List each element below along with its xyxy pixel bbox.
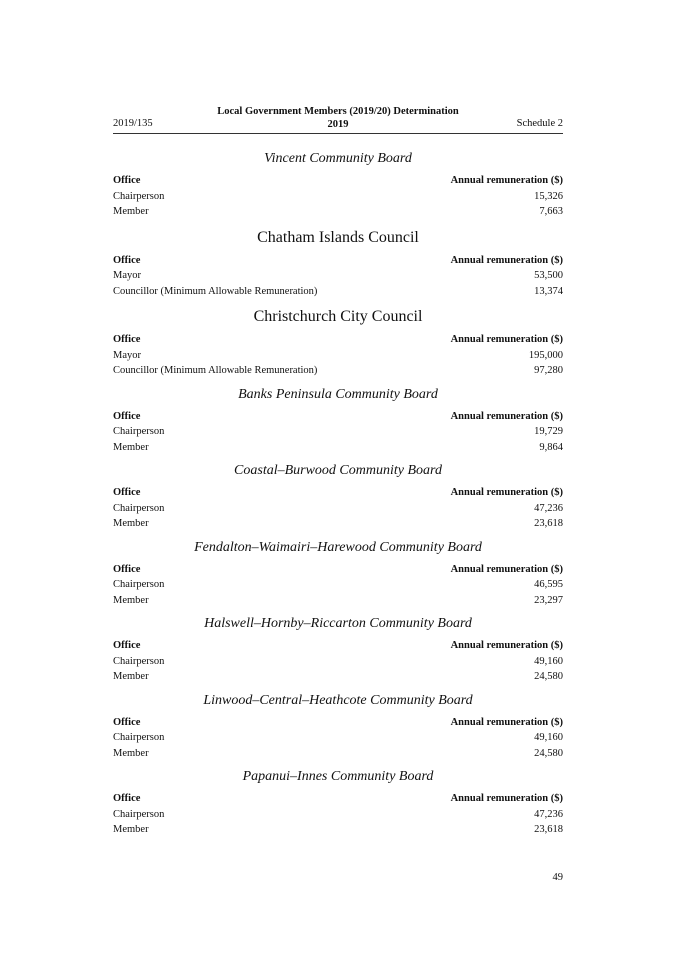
- table-row: [113, 501, 563, 517]
- amount-cell: 47,236: [534, 502, 563, 514]
- column-header-office: Office: [113, 334, 141, 345]
- office-cell: Member: [113, 824, 149, 835]
- running-header: [113, 105, 563, 134]
- schedule-content: [113, 143, 563, 838]
- amount-cell: 47,236: [534, 808, 563, 820]
- table-header: [113, 253, 563, 269]
- amount-cell: 24,580: [534, 747, 563, 759]
- section-title: Fendalton–Waimairi–Harewood Community Board: [194, 539, 482, 555]
- table-header: [113, 485, 563, 501]
- office-cell: Chairperson: [113, 808, 165, 820]
- office-cell: Member: [113, 747, 149, 759]
- office-cell: Chairperson: [113, 732, 165, 743]
- column-header-remuneration: Annual remuneration ($): [450, 334, 563, 345]
- amount-cell: 49,160: [534, 732, 563, 743]
- section-title: Banks Peninsula Community Board: [238, 386, 438, 402]
- office-cell: Councillor (Minimum Allowable Remuneration): [113, 285, 318, 297]
- table-row: [113, 822, 563, 838]
- amount-cell: 97,280: [534, 365, 563, 376]
- header-title: [113, 105, 563, 131]
- header-act-number: 2019/135: [113, 118, 153, 129]
- amount-cell: 49,160: [534, 655, 563, 667]
- office-cell: Chairperson: [113, 502, 165, 514]
- table-row: [113, 730, 563, 746]
- column-header-remuneration: Annual remuneration ($): [450, 175, 563, 186]
- section-title: Vincent Community Board: [264, 151, 412, 166]
- column-header-office: Office: [113, 793, 141, 804]
- column-header-remuneration: Annual remuneration ($): [450, 640, 563, 651]
- table-row: [113, 746, 563, 762]
- section-title: Papanui–Innes Community Board: [242, 769, 434, 784]
- office-cell: Chairperson: [113, 190, 165, 202]
- table-row: [113, 516, 563, 532]
- amount-cell: 53,500: [534, 270, 563, 281]
- section-chatham-islands-council: [113, 220, 563, 300]
- table-header: [113, 715, 563, 731]
- office-cell: Member: [113, 671, 149, 682]
- section-banks-peninsula-community-board: [113, 379, 563, 456]
- column-header-remuneration: Annual remuneration ($): [450, 563, 563, 575]
- column-header-office: Office: [113, 410, 141, 422]
- amount-cell: 195,000: [528, 349, 563, 361]
- section-coastal-burwood-community-board: [113, 455, 563, 532]
- column-header-office: Office: [113, 716, 141, 728]
- column-header-office: Office: [113, 175, 141, 186]
- table-row: [113, 593, 563, 609]
- column-header-office: Office: [113, 487, 141, 498]
- amount-cell: 9,864: [539, 441, 563, 453]
- office-cell: Chairperson: [113, 655, 165, 667]
- column-header-office: Office: [113, 254, 141, 266]
- office-cell: Member: [113, 206, 149, 217]
- amount-cell: 24,580: [534, 671, 563, 682]
- office-cell: Member: [113, 518, 149, 529]
- section-papanui-innes-community-board: [113, 761, 563, 838]
- column-header-remuneration: Annual remuneration ($): [450, 793, 563, 804]
- section-title: Christchurch City Council: [253, 308, 423, 325]
- section-title: Halswell–Hornby–Riccarton Community Board: [204, 616, 472, 631]
- table-header: [113, 173, 563, 189]
- table-row: [113, 204, 563, 220]
- office-cell: Member: [113, 441, 149, 453]
- office-cell: Member: [113, 594, 149, 606]
- amount-cell: 23,297: [534, 594, 563, 606]
- section-title: Linwood–Central–Heathcote Community Board: [203, 692, 473, 708]
- table-row: [113, 577, 563, 593]
- table-row: [113, 189, 563, 205]
- table-header: [113, 332, 563, 348]
- amount-cell: 23,618: [534, 824, 563, 835]
- office-cell: Chairperson: [113, 426, 165, 437]
- amount-cell: 15,326: [534, 190, 563, 202]
- column-header-remuneration: Annual remuneration ($): [450, 254, 563, 266]
- amount-cell: 46,595: [534, 579, 563, 590]
- table-row: [113, 363, 563, 379]
- table-header: [113, 562, 563, 578]
- header-title-line1: Local Government Members (2019/20) Determination: [217, 106, 459, 117]
- office-cell: Mayor: [113, 270, 141, 281]
- column-header-office: Office: [113, 563, 141, 575]
- section-title: Chatham Islands Council: [257, 228, 419, 246]
- table-header: [113, 409, 563, 425]
- table-row: [113, 440, 563, 456]
- table-header: [113, 791, 563, 807]
- amount-cell: 7,663: [539, 206, 563, 217]
- office-cell: Chairperson: [113, 579, 165, 590]
- section-christchurch-city-council: [113, 299, 563, 379]
- table-header: [113, 638, 563, 654]
- table-row: [113, 268, 563, 284]
- amount-cell: 13,374: [534, 285, 563, 297]
- table-row: [113, 348, 563, 364]
- table-row: [113, 669, 563, 685]
- table-row: [113, 654, 563, 670]
- office-cell: Mayor: [113, 349, 141, 361]
- section-vincent-community-board: [113, 143, 563, 220]
- column-header-office: Office: [113, 640, 141, 651]
- table-row: [113, 284, 563, 300]
- section-fendalton-waimairi-harewood-community-board: [113, 532, 563, 609]
- amount-cell: 19,729: [534, 426, 563, 437]
- table-row: [113, 807, 563, 823]
- column-header-remuneration: Annual remuneration ($): [450, 716, 563, 728]
- column-header-remuneration: Annual remuneration ($): [450, 410, 563, 422]
- page-number: 49: [552, 872, 563, 883]
- header-schedule: Schedule 2: [516, 118, 563, 129]
- amount-cell: 23,618: [534, 518, 563, 529]
- header-title-line2: 2019: [327, 119, 349, 130]
- section-title: Coastal–Burwood Community Board: [234, 463, 442, 478]
- section-linwood-central-heathcote-community-board: [113, 685, 563, 762]
- table-row: [113, 424, 563, 440]
- section-halswell-hornby-riccarton-community-board: [113, 608, 563, 685]
- office-cell: Councillor (Minimum Allowable Remuneration): [113, 365, 318, 376]
- column-header-remuneration: Annual remuneration ($): [450, 487, 563, 498]
